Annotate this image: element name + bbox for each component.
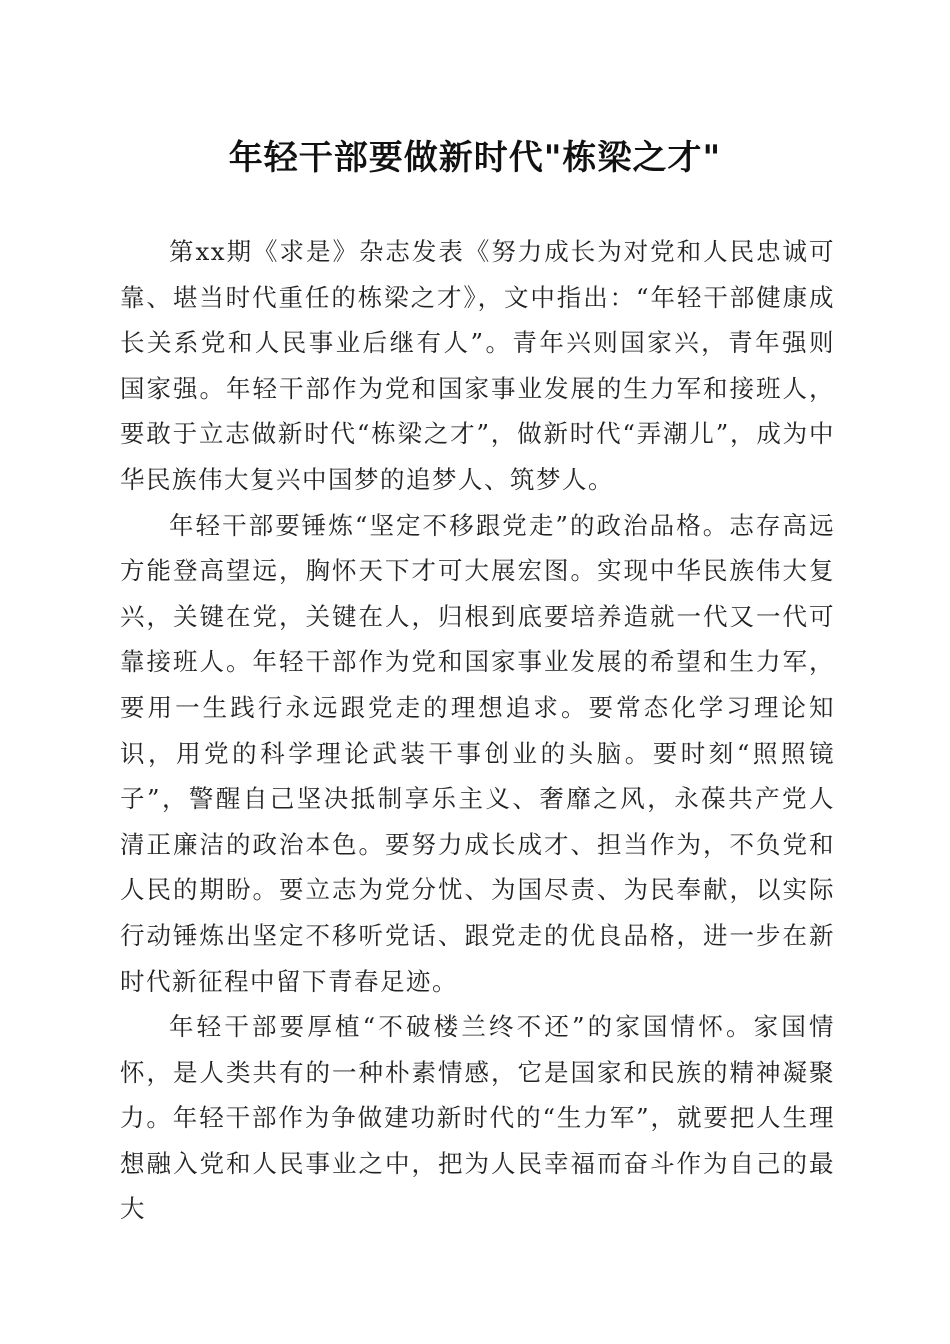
paragraph: 年轻干部要厚植“不破楼兰终不还”的家国情怀。家国情怀，是人类共有的一种朴素情感，它是国家和民族的精神凝聚力。年轻干部作为争做建功新时代的“生力军”，就要把人生理想融入党和人民事业之中，把为人民幸福而奋斗作为自己的最大 — [120, 1012, 835, 1224]
paragraph: 第xx期《求是》杂志发表《努力成长为对党和人民忠诚可靠、堪当时代重任的栋梁之才》，文中指出：“年轻干部健康成长关系党和人民事业后继有人”。青年兴则国家兴，青年强则国家强。年轻干部作为党和国家事业发展的生力军和接班人，要敢于立志做新时代“栋梁之才”，做新时代“弄潮儿”，成为中华民族伟大复兴中国梦的追梦人、筑梦人。 — [120, 237, 835, 494]
document-title: 年轻干部要做新时代"栋梁之才" — [228, 138, 722, 178]
paragraph: 年轻干部要锤炼“坚定不移跟党走”的政治品格。志存高远方能登高望远，胸怀天下才可大展宏图。实现中华民族伟大复兴，关键在党，关键在人，归根到底要培养造就一代又一代可靠接班人。年轻干部作为党和国家事业发展的希望和生力军，要用一生践行永远跟党走的理想追求。要常态化学习理论知识，用党的科学理论武装干事创业的头脑。要时刻“照照镜子”，警醒自己坚决抵制享乐主义、奢靡之风，永葆共产党人清正廉洁的政治本色。要努力成长成才、担当作为，不负党和人民的期盼。要立志为党分忧、为国尽责、为民奉献，以实际行动锤炼出坚定不移听党话、跟党走的优良品格，进一步在新时代新征程中留下青春足迹。 — [120, 510, 835, 996]
document-body — [120, 229, 835, 1232]
